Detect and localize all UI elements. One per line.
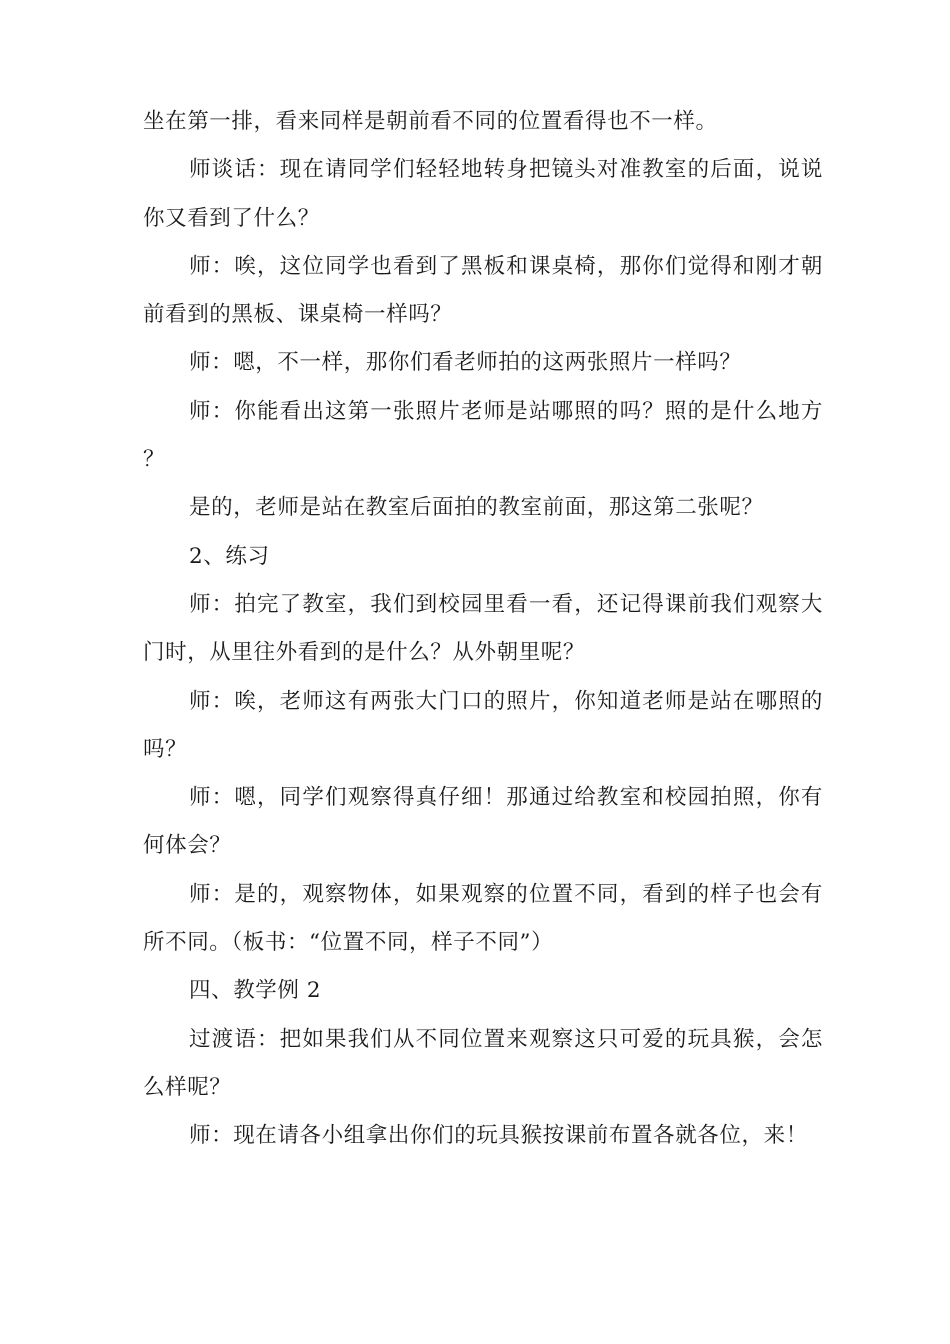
paragraph-9: 师：唉，老师这有两张大门口的照片，你知道老师是站在哪照的吗？ — [143, 688, 823, 762]
paragraph-8: 师：拍完了教室，我们到校园里看一看，还记得课前我们观察大门时，从里往外看到的是什么？从外朝里呢？ — [143, 591, 823, 666]
paragraph-10: 师：嗯，同学们观察得真仔细！那通过给教室和校园拍照，你有何体会？ — [143, 785, 823, 859]
paragraph-4: 师：嗯，不一样，那你们看老师拍的这两张照片一样吗？ — [189, 350, 742, 376]
paragraph-11: 师：是的，观察物体，如果观察的位置不同，看到的样子也会有所不同。（板书：“位置不同，样子不同”） — [143, 881, 823, 956]
paragraph-5: 师：你能看出这第一张照片老师是站哪照的吗？照的是什么地方？ — [143, 398, 823, 473]
section-heading-practice: 2、练习 — [189, 543, 270, 569]
paragraph-2: 师谈话：现在请同学们轻轻地转身把镜头对准教室的后面，说说你又看到了什么？ — [143, 157, 823, 231]
paragraph-13: 过渡语：把如果我们从不同位置来观察这只可爱的玩具猴，会怎么样呢？ — [143, 1026, 823, 1100]
paragraph-14: 师：现在请各小组拿出你们的玩具猴按课前布置各就各位，来！ — [189, 1123, 808, 1149]
paragraph-1: 坐在第一排，看来同样是朝前看不同的位置看得也不一样。 — [143, 109, 718, 134]
paragraph-3: 师：唉，这位同学也看到了黑板和课桌椅，那你们觉得和刚才朝前看到的黑板、课桌椅一样吗？ — [143, 253, 823, 328]
document-body — [143, 98, 823, 1161]
section-heading-example-2: 四、教学例 2 — [189, 978, 322, 1004]
paragraph-6: 是的，老师是站在教室后面拍的教室前面，那这第二张呢？ — [189, 495, 764, 521]
